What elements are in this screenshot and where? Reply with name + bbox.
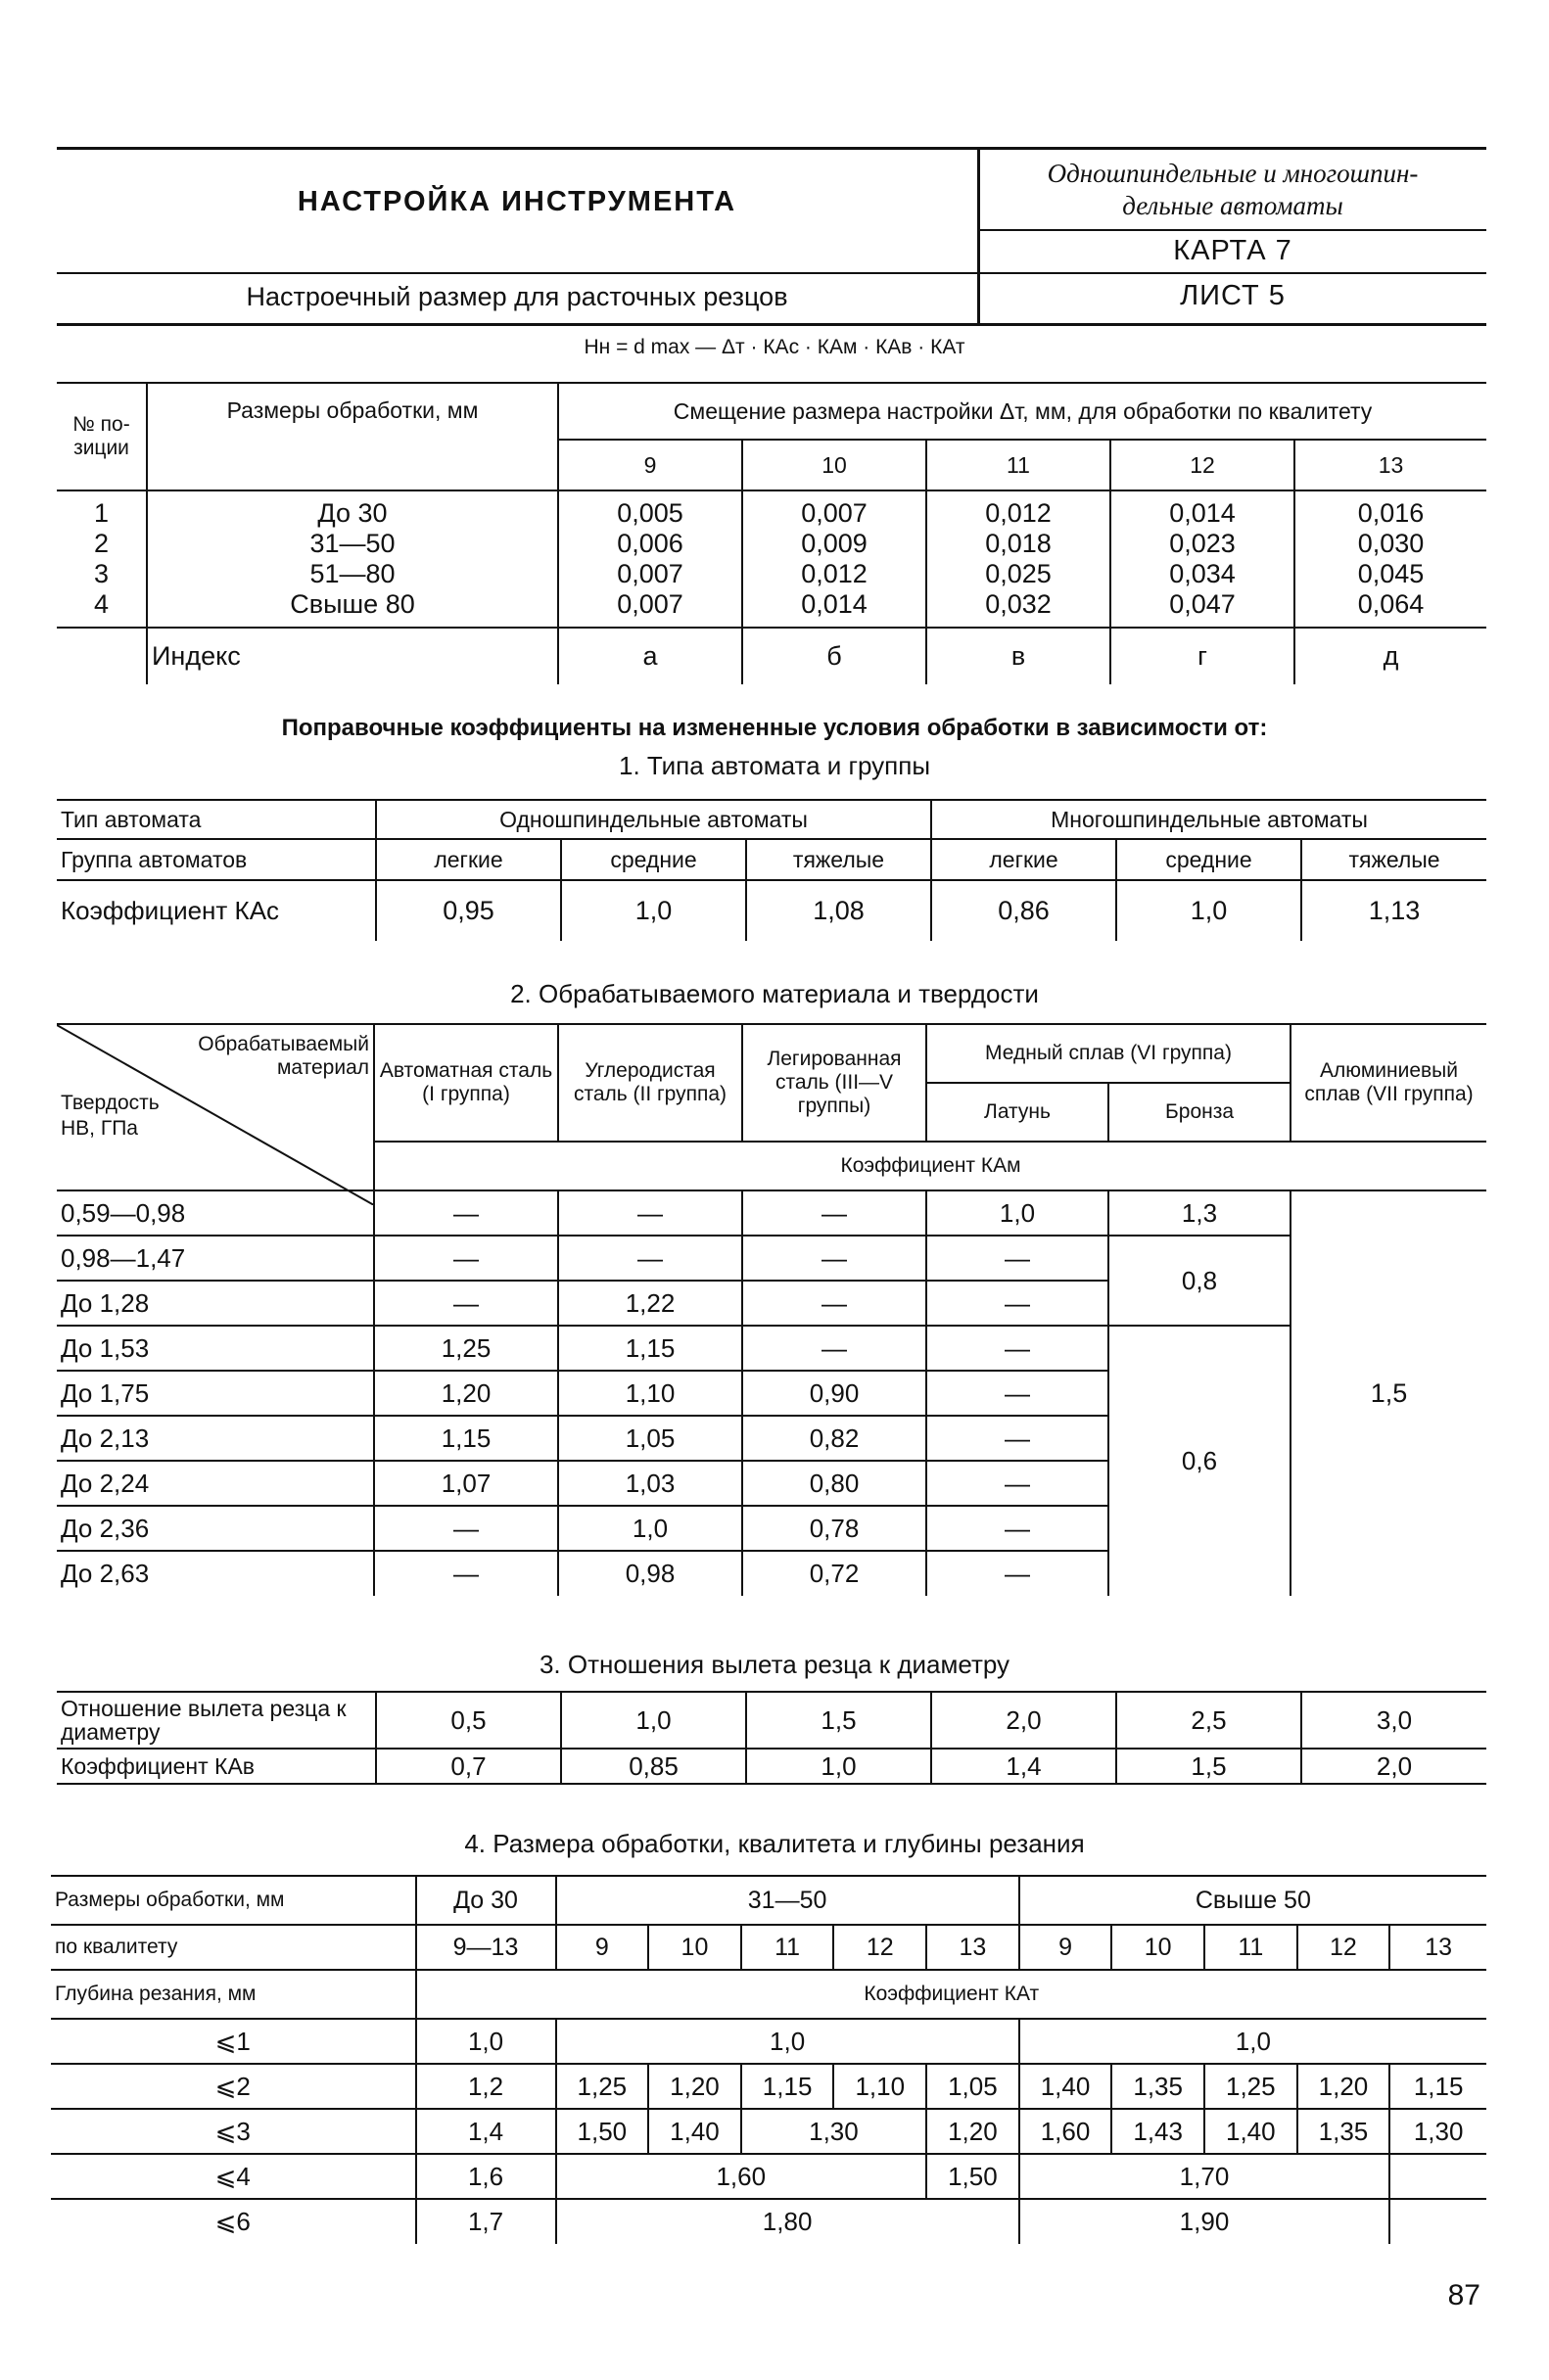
offset-value: 0,007 xyxy=(617,589,683,619)
corrections-title: Поправочные коэффициенты на измененные условия обработки в зависимости от: xyxy=(281,715,1268,741)
kt-value: 1,0 xyxy=(1019,2019,1486,2064)
coef-cell: 1,13 xyxy=(1368,896,1421,925)
kv-value: 1,5 xyxy=(1116,1749,1301,1784)
material-hardness-table xyxy=(57,1023,1486,1596)
section4-title: 4. Размера обработки, квалитета и глубины резания xyxy=(464,1829,1085,1858)
grade-cell: 12 xyxy=(1297,1925,1390,1970)
material-alloy-steel: Легированная сталь (III—V группы) xyxy=(742,1024,926,1142)
km-value: — xyxy=(926,1371,1108,1416)
kv-value: 1,4 xyxy=(931,1749,1116,1784)
km-value: — xyxy=(926,1551,1108,1596)
depth-coef-table xyxy=(51,1875,1486,2244)
col-sizes-header: Размеры обработки, мм xyxy=(147,383,558,490)
size-value: До 30 xyxy=(317,498,388,528)
grade-cell: 13 xyxy=(1389,1925,1486,1970)
kt-value: 1,40 xyxy=(648,2109,741,2154)
offset-value: 0,034 xyxy=(1169,559,1236,588)
bronze-value-a: 1,3 xyxy=(1108,1190,1291,1236)
kt-value: 1,50 xyxy=(556,2109,649,2154)
coef-km-label: Коэффициент КАм xyxy=(374,1142,1486,1190)
coef-cell: 0,95 xyxy=(376,880,561,941)
offset-value: 0,012 xyxy=(985,498,1052,528)
group-cell: легкие xyxy=(931,839,1116,880)
grade-9-13: 9—13 xyxy=(416,1925,556,1970)
grade-13: 13 xyxy=(1294,440,1486,490)
grade-cell: 11 xyxy=(741,1925,834,1970)
section2-title: 2. Обрабатываемого материала и твердости xyxy=(510,979,1039,1008)
km-value: 1,05 xyxy=(558,1416,742,1461)
km-value: — xyxy=(742,1326,926,1371)
ratio-value: 3,0 xyxy=(1301,1692,1486,1749)
kt-value: 1,25 xyxy=(556,2064,649,2109)
header-left-rule xyxy=(57,272,977,274)
coef-cell: 1,0 xyxy=(561,880,746,941)
page-subtitle: Настроечный размер для расточных резцов xyxy=(246,282,788,311)
offset-value: 0,016 xyxy=(1357,498,1425,528)
ratio-value: 2,0 xyxy=(931,1692,1116,1749)
km-value: 0,72 xyxy=(742,1551,926,1596)
material-brass: Латунь xyxy=(926,1083,1108,1142)
size-up-to-30: До 30 xyxy=(416,1876,556,1925)
row-type-label: Тип автомата xyxy=(57,800,376,839)
ratio-value: 0,5 xyxy=(376,1692,561,1749)
corner-hardness-label-2: НВ, ГПа xyxy=(61,1117,138,1140)
kt-empty-cell xyxy=(1389,2199,1486,2244)
km-value: 1,20 xyxy=(374,1371,558,1416)
kt-value: 1,90 xyxy=(1019,2199,1390,2244)
kv-row-label: Коэффициент КАв xyxy=(57,1749,376,1784)
km-value: 1,25 xyxy=(374,1326,558,1371)
hardness-label: 0,59—0,98 xyxy=(57,1190,374,1236)
kt-value: 1,10 xyxy=(833,2064,926,2109)
depth-value: ⩽2 xyxy=(51,2064,416,2109)
automata-type-line2: дельные автоматы xyxy=(1122,191,1343,220)
grade-cell: 11 xyxy=(1204,1925,1297,1970)
km-value: — xyxy=(926,1416,1108,1461)
material-carbon-steel: Углеродистая сталь (II группа) xyxy=(558,1024,742,1142)
header-right-rule-2 xyxy=(977,272,1486,274)
kt-value: 1,30 xyxy=(741,2109,926,2154)
page-number: 87 xyxy=(1447,2279,1480,2311)
row-group-label: Группа автоматов xyxy=(57,839,376,880)
section1-title: 1. Типа автомата и группы xyxy=(618,751,931,780)
km-value: 1,0 xyxy=(558,1506,742,1551)
offset-value: 0,009 xyxy=(801,529,868,558)
kt-value: 1,4 xyxy=(416,2109,556,2154)
index-value: г xyxy=(1110,628,1294,684)
kt-value: 1,60 xyxy=(556,2154,927,2199)
kt-value: 1,70 xyxy=(1019,2154,1390,2199)
ratio-row-label: Отношение вылета резца к диаметру xyxy=(57,1692,376,1749)
kt-value: 1,35 xyxy=(1111,2064,1204,2109)
index-label: Индекс xyxy=(147,628,558,684)
corner-material-label-2: материал xyxy=(276,1056,369,1079)
material-aluminium-alloy: Алюминиевый сплав (VII группа) xyxy=(1291,1024,1486,1142)
kt-value: 1,20 xyxy=(926,2109,1019,2154)
kt-empty-cell xyxy=(1389,2154,1486,2199)
km-value: — xyxy=(742,1236,926,1281)
km-value: — xyxy=(374,1281,558,1326)
section3-title: 3. Отношения вылета резца к диаметру xyxy=(539,1650,1010,1679)
row-coef-label: Коэффициент КАс xyxy=(57,880,376,941)
kt-value: 1,20 xyxy=(648,2064,741,2109)
material-auto-steel: Автоматная сталь (I группа) xyxy=(374,1024,558,1142)
header-top-rule xyxy=(57,147,1486,150)
corner-material-label-1: Обрабатываемый xyxy=(198,1033,369,1055)
group-cell: средние xyxy=(561,839,746,880)
km-value: — xyxy=(558,1190,742,1236)
km-value: — xyxy=(926,1281,1108,1326)
position-value: 1 xyxy=(93,498,110,528)
offset-value: 0,007 xyxy=(801,498,868,528)
col-offset-header: Смещение размера настройки Δт, мм, для обработки по квалитету xyxy=(558,383,1486,440)
aluminium-value: 1,5 xyxy=(1370,1378,1408,1408)
grade-cell: 9 xyxy=(1019,1925,1112,1970)
km-value: 1,22 xyxy=(558,1281,742,1326)
machine-type-table xyxy=(57,799,1486,941)
km-value: — xyxy=(558,1236,742,1281)
bronze-value-b: 0,8 xyxy=(1108,1236,1291,1326)
offset-column-9 xyxy=(558,490,742,628)
km-value: — xyxy=(742,1281,926,1326)
offset-value: 0,006 xyxy=(617,529,683,558)
hardness-label: До 1,28 xyxy=(57,1281,374,1326)
km-value: 1,0 xyxy=(926,1190,1108,1236)
kt-value: 1,15 xyxy=(741,2064,834,2109)
position-value: 4 xyxy=(93,589,110,619)
km-value: 1,03 xyxy=(558,1461,742,1506)
depth-row-label: Глубина резания, мм xyxy=(51,1970,416,2019)
grade-cell: 10 xyxy=(1111,1925,1204,1970)
bronze-value-c: 0,6 xyxy=(1108,1326,1291,1596)
kt-value: 1,0 xyxy=(556,2019,1019,2064)
hardness-label: 0,98—1,47 xyxy=(57,1236,374,1281)
coef-cell: 1,0 xyxy=(1116,880,1301,941)
positions-cell xyxy=(57,490,147,628)
material-copper-alloy: Медный сплав (VI группа) xyxy=(926,1024,1291,1083)
index-value: в xyxy=(926,628,1110,684)
type-single-spindle: Одношпиндельные автоматы xyxy=(376,800,931,839)
kt-value: 1,6 xyxy=(416,2154,556,2199)
coef-kt-label: Коэффициент КАт xyxy=(416,1970,1486,2019)
kv-value: 1,0 xyxy=(746,1749,931,1784)
ratio-value: 2,5 xyxy=(1116,1692,1301,1749)
km-value: 1,10 xyxy=(558,1371,742,1416)
page-title: НАСТРОЙКА ИНСТРУМЕНТА xyxy=(297,186,737,217)
header-block xyxy=(57,147,1486,323)
offset-value: 0,014 xyxy=(801,589,868,619)
depth-value: ⩽3 xyxy=(51,2109,416,2154)
position-value: 2 xyxy=(93,529,110,558)
km-value: — xyxy=(742,1190,926,1236)
kt-value: 1,05 xyxy=(926,2064,1019,2109)
km-value: 1,15 xyxy=(558,1326,742,1371)
grade-cell: 12 xyxy=(833,1925,926,1970)
offset-value: 0,045 xyxy=(1357,559,1425,588)
kt-value: 1,40 xyxy=(1204,2109,1297,2154)
group-cell: средние xyxy=(1116,839,1301,880)
ratio-value: 1,5 xyxy=(746,1692,931,1749)
offset-column-11 xyxy=(926,490,1110,628)
km-value: 0,78 xyxy=(742,1506,926,1551)
coef-cell: 0,86 xyxy=(931,880,1116,941)
km-value: — xyxy=(374,1506,558,1551)
km-value: — xyxy=(374,1190,558,1236)
group-cell: тяжелые xyxy=(1301,839,1486,880)
formula: Нн = d max — Δт · КАс · КАм · КАв · КАт xyxy=(584,336,965,358)
header-bottom-rule xyxy=(57,323,1486,326)
depth-value: ⩽6 xyxy=(51,2199,416,2244)
overhang-ratio-table xyxy=(57,1691,1486,1785)
km-value: 1,07 xyxy=(374,1461,558,1506)
hardness-label: До 2,63 xyxy=(57,1551,374,1596)
coef-cell: 1,08 xyxy=(746,880,931,941)
kt-value: 1,35 xyxy=(1297,2109,1390,2154)
grade-cell: 10 xyxy=(648,1925,741,1970)
corner-hardness-label-1: Твердость xyxy=(61,1092,160,1114)
card-number: КАРТА 7 xyxy=(1173,235,1292,266)
col-position-header: № по- зиции xyxy=(57,383,147,490)
km-value: — xyxy=(926,1326,1108,1371)
kt-value: 1,30 xyxy=(1389,2109,1486,2154)
km-value: 1,15 xyxy=(374,1416,558,1461)
material-bronze: Бронза xyxy=(1108,1083,1291,1142)
kt-value: 1,43 xyxy=(1111,2109,1204,2154)
sheet-number: ЛИСТ 5 xyxy=(1180,280,1286,311)
offset-value: 0,018 xyxy=(985,529,1052,558)
index-value: б xyxy=(742,628,926,684)
km-value: — xyxy=(926,1506,1108,1551)
offset-value: 0,007 xyxy=(617,559,683,588)
position-value: 3 xyxy=(93,559,110,588)
offset-value: 0,014 xyxy=(1169,498,1236,528)
offset-value: 0,064 xyxy=(1357,589,1425,619)
kv-value: 0,7 xyxy=(376,1749,561,1784)
grade-cell: 13 xyxy=(926,1925,1019,1970)
size-31-50: 31—50 xyxy=(556,1876,1019,1925)
km-value: 0,98 xyxy=(558,1551,742,1596)
tuning-offset-table xyxy=(57,382,1486,684)
kv-value: 2,0 xyxy=(1301,1749,1486,1784)
km-value: — xyxy=(926,1236,1108,1281)
km-value: — xyxy=(374,1551,558,1596)
index-empty-cell xyxy=(57,628,147,684)
size-over-50: Свыше 50 xyxy=(1019,1876,1486,1925)
kv-value: 0,85 xyxy=(561,1749,746,1784)
index-value: а xyxy=(558,628,742,684)
size-value: Свыше 80 xyxy=(290,589,415,619)
kt-value: 1,50 xyxy=(926,2154,1019,2199)
group-cell: легкие xyxy=(376,839,561,880)
kt-value: 1,15 xyxy=(1389,2064,1486,2109)
depth-value: ⩽4 xyxy=(51,2154,416,2199)
grade-12: 12 xyxy=(1110,440,1294,490)
automata-type-line1: Одношпиндельные и многошпин- xyxy=(1047,159,1419,188)
offset-value: 0,025 xyxy=(985,559,1052,588)
kt-value: 1,40 xyxy=(1019,2064,1112,2109)
offset-column-12 xyxy=(1110,490,1294,628)
hardness-label: До 2,13 xyxy=(57,1416,374,1461)
offset-value: 0,030 xyxy=(1357,529,1425,558)
size-value: 31—50 xyxy=(309,529,396,558)
kt-value: 1,25 xyxy=(1204,2064,1297,2109)
ratio-value: 1,0 xyxy=(561,1692,746,1749)
size-value: 51—80 xyxy=(309,559,396,588)
kt-value: 1,60 xyxy=(1019,2109,1112,2154)
kt-value: 1,20 xyxy=(1297,2064,1390,2109)
offset-value: 0,005 xyxy=(617,498,683,528)
offset-column-10 xyxy=(742,490,926,628)
grade-9: 9 xyxy=(558,440,742,490)
km-value: 0,80 xyxy=(742,1461,926,1506)
hardness-label: До 2,24 xyxy=(57,1461,374,1506)
km-value: — xyxy=(374,1236,558,1281)
offset-value: 0,012 xyxy=(801,559,868,588)
km-value: 0,82 xyxy=(742,1416,926,1461)
kt-value: 1,2 xyxy=(416,2064,556,2109)
type-multi-spindle: Многошпиндельные автоматы xyxy=(931,800,1486,839)
kt-value: 1,7 xyxy=(416,2199,556,2244)
grade-cell: 9 xyxy=(556,1925,649,1970)
offset-column-13 xyxy=(1294,490,1486,628)
header-right-rule-1 xyxy=(977,229,1486,231)
km-value: — xyxy=(926,1461,1108,1506)
grade-11: 11 xyxy=(926,440,1110,490)
index-value: д xyxy=(1383,641,1399,671)
corner-cell xyxy=(57,1024,374,1190)
grade-row-label: по квалитету xyxy=(51,1925,416,1970)
hardness-label: До 1,75 xyxy=(57,1371,374,1416)
group-cell: тяжелые xyxy=(746,839,931,880)
grade-10: 10 xyxy=(742,440,926,490)
offset-value: 0,023 xyxy=(1169,529,1236,558)
sizes-row-label: Размеры обработки, мм xyxy=(51,1876,416,1925)
kt-value: 1,80 xyxy=(556,2199,1019,2244)
offset-value: 0,047 xyxy=(1169,589,1236,619)
hardness-label: До 2,36 xyxy=(57,1506,374,1551)
sizes-cell xyxy=(147,490,558,628)
depth-value: ⩽1 xyxy=(51,2019,416,2064)
kt-value: 1,0 xyxy=(416,2019,556,2064)
km-value: 0,90 xyxy=(742,1371,926,1416)
offset-value: 0,032 xyxy=(985,589,1052,619)
hardness-label: До 1,53 xyxy=(57,1326,374,1371)
